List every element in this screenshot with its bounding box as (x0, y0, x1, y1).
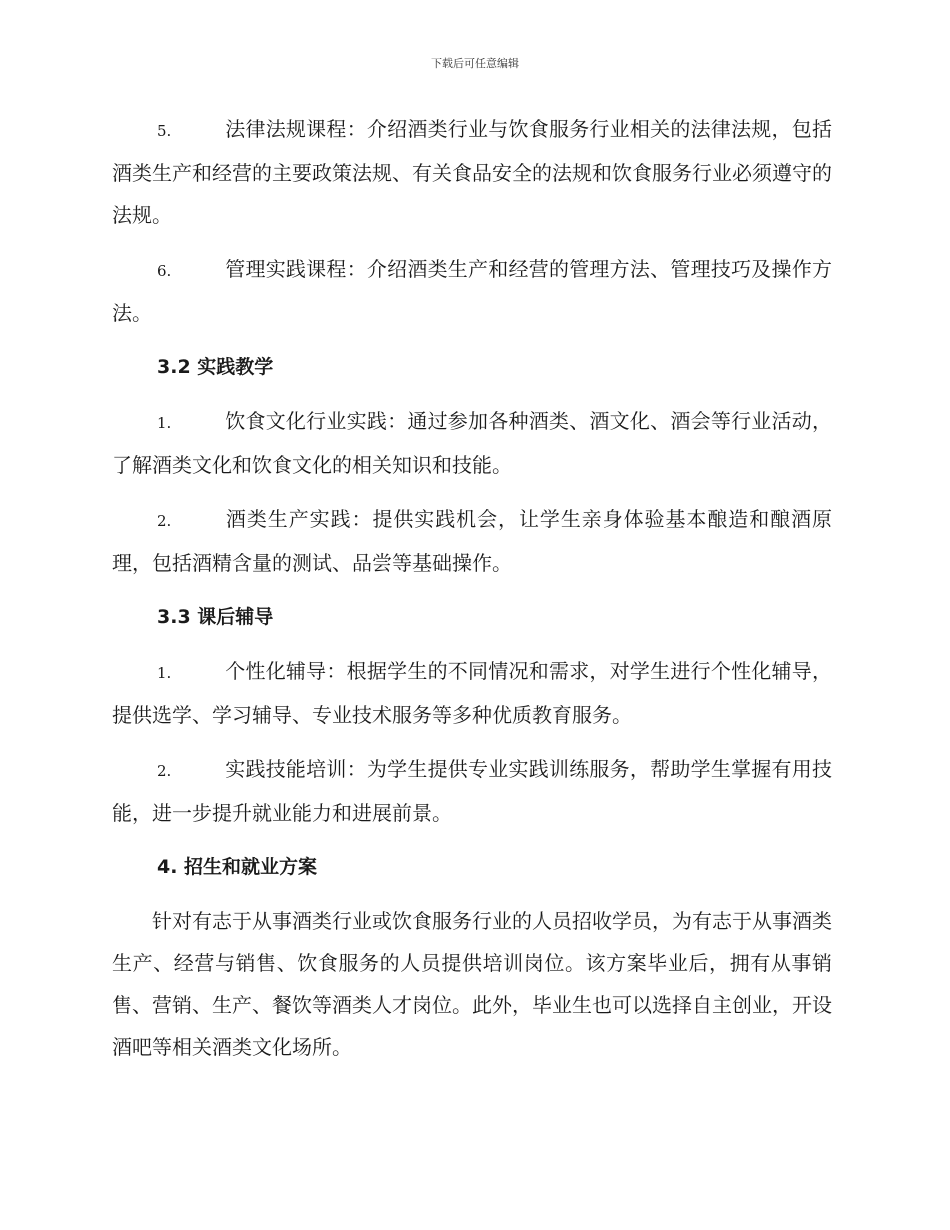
list-number: 5. (157, 122, 172, 140)
list-item-text: 实践技能培训：为学生提供专业实践训练服务，帮助学生掌握有用技能，进一步提升就业能力和进展前景。 (112, 757, 832, 825)
list-item-5 (112, 108, 832, 236)
list-number: 2. (157, 512, 172, 530)
list-number: 1. (157, 414, 172, 432)
list-item-3-3-2 (112, 748, 832, 834)
list-number: 1. (157, 664, 172, 682)
list-item-text: 法律法规课程：介绍酒类行业与饮食服务行业相关的法律法规，包括酒类生产和经营的主要政策法规、有关食品安全的法规和饮食服务行业必须遵守的法规。 (112, 117, 832, 227)
list-item-text: 管理实践课程：介绍酒类生产和经营的管理方法、管理技巧及操作方法。 (112, 257, 832, 325)
document-body (112, 108, 832, 1068)
list-item-text: 饮食文化行业实践：通过参加各种酒类、酒文化、酒会等行业活动，了解酒类文化和饮食文化的相关知识和技能。 (112, 409, 832, 477)
list-number: 2. (157, 762, 172, 780)
list-item-3-2-1 (112, 400, 832, 486)
list-item-text: 个性化辅导：根据学生的不同情况和需求，对学生进行个性化辅导，提供选学、学习辅导、专业技术服务等多种优质教育服务。 (112, 659, 832, 727)
section-heading-3-3: 3.3 课后辅导 (157, 606, 274, 628)
list-number: 6. (157, 262, 172, 280)
list-item-text: 酒类生产实践：提供实践机会，让学生亲身体验基本酿造和酿酒原理，包括酒精含量的测试、品尝等基础操作。 (112, 507, 832, 575)
section-4-paragraph: 针对有志于从事酒类行业或饮食服务行业的人员招收学员，为有志于从事酒类生产、经营与销售、饮食服务的人员提供培训岗位。该方案毕业后，拥有从事销售、营销、生产、餐饮等酒类人才岗位。此外，毕业生也可以选择自主创业，开设酒吧等相关酒类文化场所。 (112, 909, 832, 1059)
list-item-3-3-1 (112, 650, 832, 736)
list-item-6 (112, 248, 832, 334)
section-heading-4: 4. 招生和就业方案 (157, 856, 318, 878)
page-header: 下载后可任意编辑 (431, 57, 519, 70)
section-heading-3-2: 3.2 实践教学 (157, 356, 274, 378)
list-item-3-2-2 (112, 498, 832, 584)
